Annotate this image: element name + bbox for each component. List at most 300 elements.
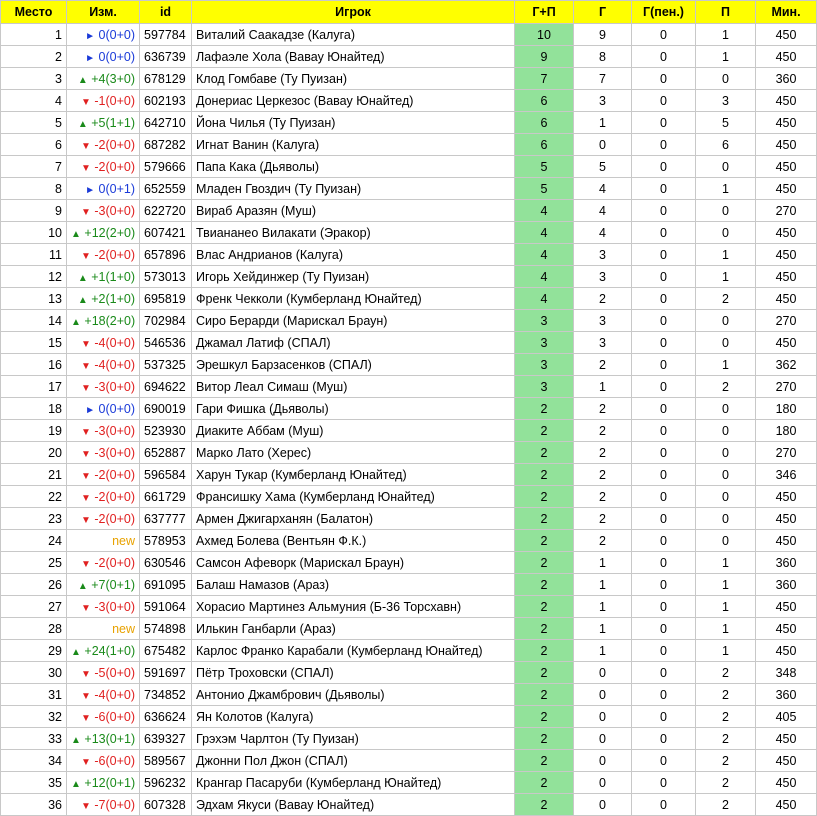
table-row[interactable] bbox=[1, 354, 817, 376]
goals-cell: 1 bbox=[574, 618, 632, 640]
change-cell bbox=[67, 244, 140, 266]
change-value: new bbox=[112, 533, 135, 548]
goals-cell: 1 bbox=[574, 596, 632, 618]
place-cell: 33 bbox=[1, 728, 67, 750]
assists-cell: 2 bbox=[696, 794, 756, 816]
id-cell: 637777 bbox=[140, 508, 192, 530]
id-cell: 591064 bbox=[140, 596, 192, 618]
table-row[interactable] bbox=[1, 640, 817, 662]
minutes-cell: 450 bbox=[756, 640, 817, 662]
table-row[interactable] bbox=[1, 68, 817, 90]
change-cell bbox=[67, 354, 140, 376]
goals-cell: 4 bbox=[574, 222, 632, 244]
player-cell[interactable]: Ян Колотов (Калуга) bbox=[192, 706, 515, 728]
goals-plus-assists-cell: 2 bbox=[515, 728, 574, 750]
table-row[interactable] bbox=[1, 178, 817, 200]
id-cell: 573013 bbox=[140, 266, 192, 288]
penalty-goals-cell: 0 bbox=[632, 134, 696, 156]
triangle-down-icon: ▼ bbox=[80, 492, 91, 504]
place-cell: 6 bbox=[1, 134, 67, 156]
triangle-down-icon: ▼ bbox=[80, 668, 91, 680]
penalty-goals-cell: 0 bbox=[632, 706, 696, 728]
assists-cell: 2 bbox=[696, 288, 756, 310]
triangle-down-icon: ▼ bbox=[80, 558, 91, 570]
change-value: -4(0+0) bbox=[94, 687, 135, 702]
assists-cell: 1 bbox=[696, 618, 756, 640]
triangle-down-icon: ▼ bbox=[80, 140, 91, 152]
change-value: +2(1+0) bbox=[91, 291, 135, 306]
change-cell bbox=[67, 24, 140, 46]
penalty-goals-cell: 0 bbox=[632, 288, 696, 310]
player-cell[interactable]: Игорь Хейдинжер (Ту Пуизан) bbox=[192, 266, 515, 288]
place-cell: 32 bbox=[1, 706, 67, 728]
player-cell[interactable]: Твиананео Вилакати (Эракор) bbox=[192, 222, 515, 244]
place-cell: 7 bbox=[1, 156, 67, 178]
goals-cell: 2 bbox=[574, 530, 632, 552]
penalty-goals-cell: 0 bbox=[632, 508, 696, 530]
player-cell[interactable]: Влас Андрианов (Калуга) bbox=[192, 244, 515, 266]
assists-cell: 2 bbox=[696, 750, 756, 772]
place-cell: 26 bbox=[1, 574, 67, 596]
goals-plus-assists-cell: 2 bbox=[515, 508, 574, 530]
penalty-goals-cell: 0 bbox=[632, 662, 696, 684]
assists-cell: 0 bbox=[696, 332, 756, 354]
place-cell: 34 bbox=[1, 750, 67, 772]
id-cell: 694622 bbox=[140, 376, 192, 398]
penalty-goals-cell: 0 bbox=[632, 310, 696, 332]
goals-plus-assists-cell: 4 bbox=[515, 244, 574, 266]
assists-cell: 0 bbox=[696, 486, 756, 508]
player-cell[interactable]: Джамал Латиф (СПАЛ) bbox=[192, 332, 515, 354]
table-row[interactable] bbox=[1, 596, 817, 618]
table-row[interactable] bbox=[1, 222, 817, 244]
goals-cell: 3 bbox=[574, 90, 632, 112]
triangle-down-icon: ▼ bbox=[80, 360, 91, 372]
goals-cell: 0 bbox=[574, 706, 632, 728]
goals-cell: 3 bbox=[574, 244, 632, 266]
minutes-cell: 450 bbox=[756, 618, 817, 640]
change-value: -6(0+0) bbox=[94, 709, 135, 724]
goals-plus-assists-cell: 2 bbox=[515, 772, 574, 794]
place-cell: 17 bbox=[1, 376, 67, 398]
id-cell: 622720 bbox=[140, 200, 192, 222]
table-row[interactable] bbox=[1, 112, 817, 134]
minutes-cell: 270 bbox=[756, 376, 817, 398]
minutes-cell: 450 bbox=[756, 112, 817, 134]
minutes-cell: 270 bbox=[756, 310, 817, 332]
player-cell[interactable]: Ахмед Болева (Вентьян Ф.К.) bbox=[192, 530, 515, 552]
goals-cell: 2 bbox=[574, 508, 632, 530]
triangle-up-icon: ▲ bbox=[71, 316, 81, 328]
id-cell: 579666 bbox=[140, 156, 192, 178]
goals-plus-assists-cell: 3 bbox=[515, 310, 574, 332]
change-cell bbox=[67, 574, 140, 596]
penalty-goals-cell: 0 bbox=[632, 46, 696, 68]
goals-cell: 8 bbox=[574, 46, 632, 68]
id-cell: 691095 bbox=[140, 574, 192, 596]
place-cell: 23 bbox=[1, 508, 67, 530]
player-cell[interactable]: Витор Леал Симаш (Муш) bbox=[192, 376, 515, 398]
change-cell bbox=[67, 222, 140, 244]
change-value: -3(0+0) bbox=[94, 203, 135, 218]
goals-cell: 3 bbox=[574, 310, 632, 332]
penalty-goals-cell: 0 bbox=[632, 178, 696, 200]
player-cell[interactable]: Френк Чекколи (Кумберланд Юнайтед) bbox=[192, 288, 515, 310]
change-value: -3(0+0) bbox=[94, 423, 135, 438]
triangle-up-icon: ▲ bbox=[71, 734, 81, 746]
penalty-goals-cell: 0 bbox=[632, 618, 696, 640]
change-value: 0(0+1) bbox=[98, 181, 135, 196]
player-cell[interactable]: Младен Гвоздич (Ту Пуизан) bbox=[192, 178, 515, 200]
id-cell: 523930 bbox=[140, 420, 192, 442]
header-player[interactable]: Игрок bbox=[192, 1, 515, 24]
table-row[interactable] bbox=[1, 794, 817, 816]
table-body bbox=[1, 24, 817, 816]
penalty-goals-cell: 0 bbox=[632, 442, 696, 464]
minutes-cell: 405 bbox=[756, 706, 817, 728]
change-cell bbox=[67, 618, 140, 640]
table-row[interactable] bbox=[1, 332, 817, 354]
minutes-cell: 180 bbox=[756, 398, 817, 420]
player-cell[interactable]: Пётр Троховски (СПАЛ) bbox=[192, 662, 515, 684]
table-row[interactable] bbox=[1, 662, 817, 684]
assists-cell: 5 bbox=[696, 112, 756, 134]
triangle-down-icon: ▼ bbox=[80, 756, 91, 768]
player-cell[interactable]: Эрешкул Барзасенков (СПАЛ) bbox=[192, 354, 515, 376]
minutes-cell: 346 bbox=[756, 464, 817, 486]
triangle-up-icon: ▲ bbox=[71, 228, 81, 240]
change-value: -3(0+0) bbox=[94, 599, 135, 614]
minutes-cell: 450 bbox=[756, 90, 817, 112]
assists-cell: 2 bbox=[696, 684, 756, 706]
table-row[interactable] bbox=[1, 750, 817, 772]
header-place[interactable]: Место bbox=[1, 1, 67, 24]
id-cell: 661729 bbox=[140, 486, 192, 508]
minutes-cell: 450 bbox=[756, 244, 817, 266]
header-penalty-goals[interactable]: Г(пен.) bbox=[632, 1, 696, 24]
table-row[interactable] bbox=[1, 706, 817, 728]
header-minutes[interactable]: Мин. bbox=[756, 1, 817, 24]
header-change[interactable]: Изм. bbox=[67, 1, 140, 24]
minutes-cell: 450 bbox=[756, 332, 817, 354]
goals-cell: 1 bbox=[574, 552, 632, 574]
penalty-goals-cell: 0 bbox=[632, 112, 696, 134]
place-cell: 4 bbox=[1, 90, 67, 112]
table-row[interactable] bbox=[1, 266, 817, 288]
triangle-down-icon: ▼ bbox=[80, 162, 91, 174]
change-cell bbox=[67, 486, 140, 508]
penalty-goals-cell: 0 bbox=[632, 640, 696, 662]
player-cell[interactable]: Антонио Джамбрович (Дьяволы) bbox=[192, 684, 515, 706]
goals-plus-assists-cell: 3 bbox=[515, 332, 574, 354]
minutes-cell: 360 bbox=[756, 68, 817, 90]
header-goals[interactable]: Г bbox=[574, 1, 632, 24]
change-cell bbox=[67, 684, 140, 706]
minutes-cell: 450 bbox=[756, 288, 817, 310]
player-cell[interactable]: Хорасио Мартинез Альмуния (Б-36 Торсхавн) bbox=[192, 596, 515, 618]
id-cell: 639327 bbox=[140, 728, 192, 750]
place-cell: 21 bbox=[1, 464, 67, 486]
id-cell: 596232 bbox=[140, 772, 192, 794]
table-row[interactable] bbox=[1, 574, 817, 596]
goals-plus-assists-cell: 2 bbox=[515, 464, 574, 486]
change-cell bbox=[67, 750, 140, 772]
minutes-cell: 450 bbox=[756, 266, 817, 288]
table-row[interactable] bbox=[1, 772, 817, 794]
assists-cell: 2 bbox=[696, 706, 756, 728]
change-value: -2(0+0) bbox=[94, 555, 135, 570]
player-cell[interactable]: Армен Джигарханян (Балатон) bbox=[192, 508, 515, 530]
assists-cell: 0 bbox=[696, 68, 756, 90]
change-cell bbox=[67, 706, 140, 728]
goals-plus-assists-cell: 10 bbox=[515, 24, 574, 46]
triangle-down-icon: ▼ bbox=[80, 448, 91, 460]
player-cell[interactable]: Самсон Афеворк (Марискал Браун) bbox=[192, 552, 515, 574]
goals-plus-assists-cell: 2 bbox=[515, 684, 574, 706]
table-row[interactable] bbox=[1, 508, 817, 530]
table-row[interactable] bbox=[1, 618, 817, 640]
assists-cell: 1 bbox=[696, 244, 756, 266]
triangle-down-icon: ▼ bbox=[80, 690, 91, 702]
player-cell[interactable]: Франсишку Хама (Кумберланд Юнайтед) bbox=[192, 486, 515, 508]
table-row[interactable] bbox=[1, 552, 817, 574]
assists-cell: 1 bbox=[696, 266, 756, 288]
assists-cell: 0 bbox=[696, 310, 756, 332]
penalty-goals-cell: 0 bbox=[632, 574, 696, 596]
change-cell bbox=[67, 530, 140, 552]
change-value: new bbox=[112, 621, 135, 636]
goals-plus-assists-cell: 2 bbox=[515, 420, 574, 442]
assists-cell: 3 bbox=[696, 90, 756, 112]
table-row[interactable] bbox=[1, 442, 817, 464]
triangle-up-icon: ▲ bbox=[71, 646, 81, 658]
player-cell[interactable]: Йона Чилья (Ту Пуизан) bbox=[192, 112, 515, 134]
place-cell: 18 bbox=[1, 398, 67, 420]
goals-cell: 3 bbox=[574, 332, 632, 354]
place-cell: 12 bbox=[1, 266, 67, 288]
change-value: 0(0+0) bbox=[98, 401, 135, 416]
header-goals-plus-assists[interactable]: Г+П bbox=[515, 1, 574, 24]
table-row[interactable] bbox=[1, 288, 817, 310]
change-value: -2(0+0) bbox=[94, 467, 135, 482]
goals-plus-assists-cell: 2 bbox=[515, 794, 574, 816]
penalty-goals-cell: 0 bbox=[632, 244, 696, 266]
penalty-goals-cell: 0 bbox=[632, 794, 696, 816]
change-cell bbox=[67, 728, 140, 750]
player-cell[interactable]: Клод Гомбаве (Ту Пуизан) bbox=[192, 68, 515, 90]
goals-cell: 7 bbox=[574, 68, 632, 90]
penalty-goals-cell: 0 bbox=[632, 464, 696, 486]
change-value: -4(0+0) bbox=[94, 335, 135, 350]
table-row[interactable] bbox=[1, 684, 817, 706]
id-cell: 636739 bbox=[140, 46, 192, 68]
assists-cell: 2 bbox=[696, 728, 756, 750]
goals-plus-assists-cell: 2 bbox=[515, 574, 574, 596]
goals-plus-assists-cell: 2 bbox=[515, 552, 574, 574]
change-value: +13(0+1) bbox=[84, 731, 136, 746]
id-cell: 652559 bbox=[140, 178, 192, 200]
goals-plus-assists-cell: 2 bbox=[515, 706, 574, 728]
change-value: -3(0+0) bbox=[94, 379, 135, 394]
place-cell: 5 bbox=[1, 112, 67, 134]
table-row[interactable] bbox=[1, 24, 817, 46]
minutes-cell: 450 bbox=[756, 772, 817, 794]
id-cell: 657896 bbox=[140, 244, 192, 266]
header-assists[interactable]: П bbox=[696, 1, 756, 24]
table-row[interactable] bbox=[1, 398, 817, 420]
place-cell: 35 bbox=[1, 772, 67, 794]
table-row[interactable] bbox=[1, 530, 817, 552]
penalty-goals-cell: 0 bbox=[632, 728, 696, 750]
player-cell[interactable]: Папа Кака (Дьяволы) bbox=[192, 156, 515, 178]
assists-cell: 0 bbox=[696, 398, 756, 420]
player-cell[interactable]: Игнат Ванин (Калуга) bbox=[192, 134, 515, 156]
place-cell: 29 bbox=[1, 640, 67, 662]
goals-cell: 1 bbox=[574, 112, 632, 134]
id-cell: 642710 bbox=[140, 112, 192, 134]
table-row[interactable] bbox=[1, 134, 817, 156]
goals-plus-assists-cell: 2 bbox=[515, 618, 574, 640]
penalty-goals-cell: 0 bbox=[632, 24, 696, 46]
penalty-goals-cell: 0 bbox=[632, 376, 696, 398]
change-cell bbox=[67, 794, 140, 816]
place-cell: 19 bbox=[1, 420, 67, 442]
goals-plus-assists-cell: 2 bbox=[515, 662, 574, 684]
change-value: -2(0+0) bbox=[94, 247, 135, 262]
player-cell[interactable]: Марко Лато (Херес) bbox=[192, 442, 515, 464]
player-cell[interactable]: Джонни Пол Джон (СПАЛ) bbox=[192, 750, 515, 772]
change-cell bbox=[67, 266, 140, 288]
goals-plus-assists-cell: 4 bbox=[515, 222, 574, 244]
table-row[interactable] bbox=[1, 464, 817, 486]
minutes-cell: 450 bbox=[756, 46, 817, 68]
goals-plus-assists-cell: 2 bbox=[515, 442, 574, 464]
player-cell[interactable]: Вираб Аразян (Муш) bbox=[192, 200, 515, 222]
change-cell bbox=[67, 376, 140, 398]
player-cell[interactable]: Балаш Намазов (Араз) bbox=[192, 574, 515, 596]
goals-plus-assists-cell: 2 bbox=[515, 530, 574, 552]
place-cell: 20 bbox=[1, 442, 67, 464]
minutes-cell: 450 bbox=[756, 508, 817, 530]
place-cell: 2 bbox=[1, 46, 67, 68]
change-value: -2(0+0) bbox=[94, 489, 135, 504]
place-cell: 8 bbox=[1, 178, 67, 200]
table-row[interactable] bbox=[1, 244, 817, 266]
penalty-goals-cell: 0 bbox=[632, 332, 696, 354]
triangle-up-icon: ▲ bbox=[77, 580, 88, 592]
triangle-up-icon: ▲ bbox=[77, 272, 88, 284]
place-cell: 27 bbox=[1, 596, 67, 618]
assists-cell: 6 bbox=[696, 134, 756, 156]
change-value: +7(0+1) bbox=[91, 577, 135, 592]
change-value: -2(0+0) bbox=[94, 159, 135, 174]
table-row[interactable] bbox=[1, 420, 817, 442]
minutes-cell: 362 bbox=[756, 354, 817, 376]
penalty-goals-cell: 0 bbox=[632, 420, 696, 442]
change-value: -3(0+0) bbox=[94, 445, 135, 460]
assists-cell: 1 bbox=[696, 46, 756, 68]
triangle-right-icon: ► bbox=[85, 30, 96, 42]
player-cell[interactable]: Крангар Пасаруби (Кумберланд Юнайтед) bbox=[192, 772, 515, 794]
change-value: +12(0+1) bbox=[84, 775, 136, 790]
assists-cell: 1 bbox=[696, 596, 756, 618]
table-row[interactable] bbox=[1, 376, 817, 398]
player-cell[interactable]: Эдхам Якуси (Вавау Юнайтед) bbox=[192, 794, 515, 816]
goals-plus-assists-cell: 9 bbox=[515, 46, 574, 68]
goals-plus-assists-cell: 3 bbox=[515, 354, 574, 376]
table-row[interactable] bbox=[1, 310, 817, 332]
minutes-cell: 360 bbox=[756, 684, 817, 706]
header-row bbox=[1, 1, 817, 24]
penalty-goals-cell: 0 bbox=[632, 90, 696, 112]
player-cell[interactable]: Диаките Аббам (Муш) bbox=[192, 420, 515, 442]
header-id[interactable]: id bbox=[140, 1, 192, 24]
goals-cell: 2 bbox=[574, 486, 632, 508]
table-row[interactable] bbox=[1, 200, 817, 222]
minutes-cell: 450 bbox=[756, 178, 817, 200]
goals-cell: 3 bbox=[574, 266, 632, 288]
id-cell: 589567 bbox=[140, 750, 192, 772]
minutes-cell: 360 bbox=[756, 574, 817, 596]
id-cell: 652887 bbox=[140, 442, 192, 464]
goals-plus-assists-cell: 4 bbox=[515, 288, 574, 310]
player-cell[interactable]: Лафаэле Хола (Вавау Юнайтед) bbox=[192, 46, 515, 68]
change-cell bbox=[67, 552, 140, 574]
minutes-cell: 450 bbox=[756, 134, 817, 156]
assists-cell: 0 bbox=[696, 530, 756, 552]
player-cell[interactable]: Донериас Церкезос (Вавау Юнайтед) bbox=[192, 90, 515, 112]
place-cell: 28 bbox=[1, 618, 67, 640]
change-cell bbox=[67, 398, 140, 420]
penalty-goals-cell: 0 bbox=[632, 552, 696, 574]
minutes-cell: 180 bbox=[756, 420, 817, 442]
id-cell: 734852 bbox=[140, 684, 192, 706]
goals-plus-assists-cell: 5 bbox=[515, 156, 574, 178]
player-cell[interactable]: Карлос Франко Карабали (Кумберланд Юнайтед) bbox=[192, 640, 515, 662]
penalty-goals-cell: 0 bbox=[632, 156, 696, 178]
assists-cell: 0 bbox=[696, 222, 756, 244]
triangle-up-icon: ▲ bbox=[77, 118, 88, 130]
goals-cell: 2 bbox=[574, 464, 632, 486]
player-cell[interactable]: Илькин Ганбарли (Араз) bbox=[192, 618, 515, 640]
goals-cell: 0 bbox=[574, 772, 632, 794]
goals-plus-assists-cell: 3 bbox=[515, 376, 574, 398]
table-row[interactable] bbox=[1, 90, 817, 112]
id-cell: 597784 bbox=[140, 24, 192, 46]
place-cell: 36 bbox=[1, 794, 67, 816]
table-row[interactable] bbox=[1, 156, 817, 178]
change-value: 0(0+0) bbox=[98, 49, 135, 64]
triangle-down-icon: ▼ bbox=[80, 800, 91, 812]
player-cell[interactable]: Грэхэм Чарлтон (Ту Пуизан) bbox=[192, 728, 515, 750]
goals-plus-assists-cell: 2 bbox=[515, 596, 574, 618]
minutes-cell: 270 bbox=[756, 200, 817, 222]
penalty-goals-cell: 0 bbox=[632, 772, 696, 794]
table-row[interactable] bbox=[1, 486, 817, 508]
assists-cell: 0 bbox=[696, 420, 756, 442]
player-cell[interactable]: Харун Тукар (Кумберланд Юнайтед) bbox=[192, 464, 515, 486]
change-value: -5(0+0) bbox=[94, 665, 135, 680]
id-cell: 574898 bbox=[140, 618, 192, 640]
triangle-down-icon: ▼ bbox=[80, 602, 91, 614]
table-row[interactable] bbox=[1, 46, 817, 68]
player-cell[interactable]: Сиро Берарди (Марискал Браун) bbox=[192, 310, 515, 332]
player-cell[interactable]: Виталий Саакадзе (Калуга) bbox=[192, 24, 515, 46]
assists-cell: 0 bbox=[696, 200, 756, 222]
player-cell[interactable]: Гари Фишка (Дьяволы) bbox=[192, 398, 515, 420]
minutes-cell: 450 bbox=[756, 156, 817, 178]
table-row[interactable] bbox=[1, 728, 817, 750]
